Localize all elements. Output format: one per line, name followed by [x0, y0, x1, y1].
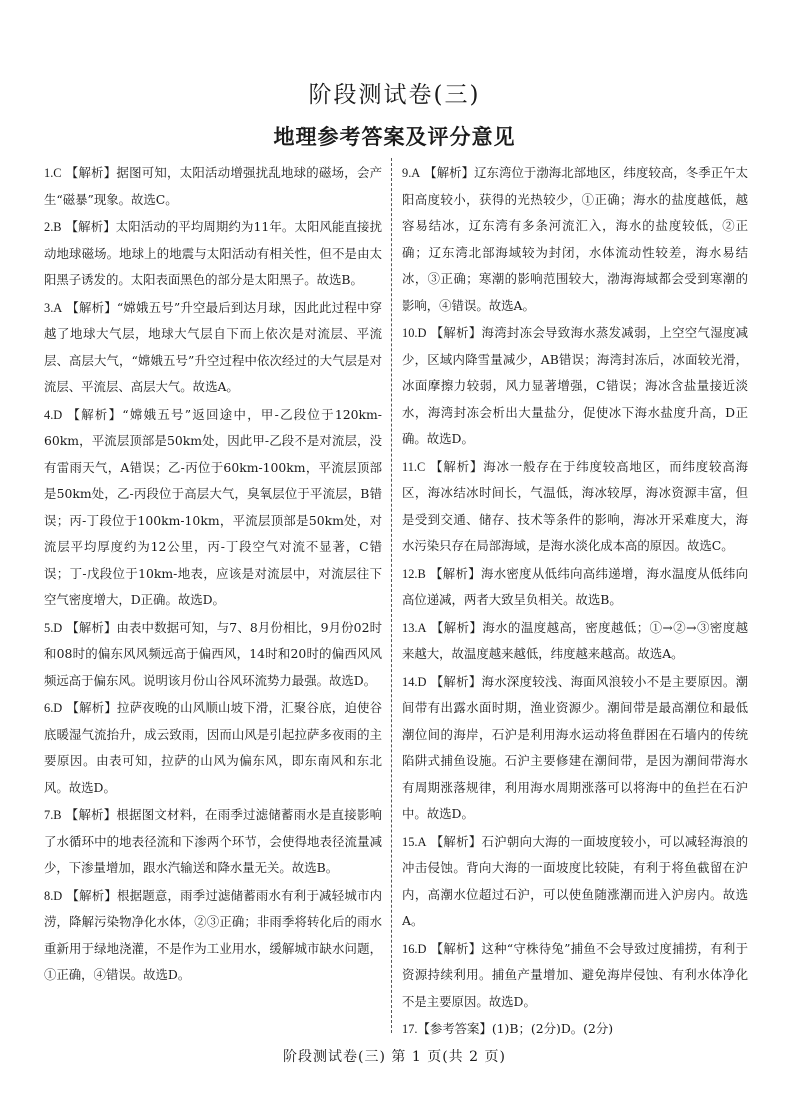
answer-text: 【解析】根据图文材料，在雨季过滤储蓄雨水是直接影响了水循环中的地表径流和下渗两个环节，会使得地表径流量减少，下渗量增加，跟水汽输送和降水量无关。故选B。 [44, 807, 382, 875]
answer-item [44, 615, 382, 695]
answer-number: 17. [402, 1022, 418, 1036]
answer-text: 【解析】这种“守株待兔”捕鱼不会导致过度捕捞，有利于资源持续利用。捕鱼产量增加、避免海岸侵蚀、有利水体净化不是主要原因。故选D。 [402, 940, 748, 1009]
answer-number: 4.D [44, 407, 63, 422]
answer-text: 【解析】海水密度从低纬向高纬递增，海水温度从低纬向高位递减，两者大致呈负相关。故选B。 [402, 565, 748, 607]
answer-number: 8.D [44, 888, 63, 903]
answer-number: 11.C [402, 459, 426, 474]
answer-item [402, 454, 748, 560]
answer-number: 10.D [402, 326, 427, 340]
answer-text: 【解析】由表中数据可知，与7、8月份相比，9月份02时和08时的偏东风风频远高于偏西风，14时和20时的偏西风风频远高于偏东风。说明该月份山谷风环流势力最强。故选D。 [44, 619, 382, 688]
column-divider [391, 158, 392, 1033]
answer-number: 13.A [402, 620, 427, 635]
answer-number: 15.A [402, 834, 427, 849]
answer-item [44, 695, 382, 801]
answer-text: 【解析】根据题意，雨季过滤储蓄雨水有利于减轻城市内涝，降解污染物净化水体，②③正确；非雨季将转化后的雨水重新用于绿地浇灌，不是作为工业用水，缓解城市缺水问题，①正确，④错误。故选D。 [44, 887, 382, 982]
answer-number: 6.D [44, 701, 63, 715]
answer-text: 【解析】海水的温度越高，密度越低；①→②→③密度越来越大，故温度越来越低，纬度越来越高。故选A。 [402, 619, 748, 661]
answer-text: 【解析】拉萨夜晚的山风顺山坡下滑，汇聚谷底，迫使谷底暖湿气流抬升，成云致雨，因而山风是引起拉萨多夜雨的主要原因。由表可知，拉萨的山风为偏东风，即东南风和东北风。故选D。 [44, 700, 382, 795]
answer-text: 【解析】海水深度较浅、海面风浪较小不是主要原因。潮间带有出露水面时期，渔业资源少。潮间带是最高潮位和最低潮位间的海岸，石沪是利用海水运动将鱼群困在石墙内的传统陷阱式捕鱼设施。石沪主要修建在潮间带，是因为潮间带海水有周期涨落规律，利用海水周期涨落可以将海中的鱼拦在石沪中。故选D。 [402, 673, 748, 821]
left-column [44, 160, 382, 1040]
answer-number: 16.D [402, 941, 427, 956]
answer-item [44, 402, 382, 614]
right-column [402, 160, 748, 1040]
answer-item [44, 883, 382, 989]
answer-item [402, 561, 748, 614]
answer-item [44, 214, 382, 294]
page-footer: 阶段测试卷(三) 第 1 页(共 2 页) [283, 1049, 506, 1065]
page-title: 阶段测试卷(三) [308, 82, 481, 108]
answer-item [402, 936, 748, 1016]
answer-text: 【解析】太阳活动的平均周期约为11年。太阳风能直接扰动地球磁场。地球上的地震与太阳活动有相关性，但不是由太阳黑子诱发的。太阳表面黑色的部分是太阳黑子。故选B。 [44, 219, 382, 287]
page-subtitle: 地理参考答案及评分意见 [273, 125, 516, 149]
answer-number: 14.D [402, 674, 427, 689]
answer-text: 【解析】海冰一般存在于纬度较高地区，而纬度较高海区，海冰结冰时间长，气温低，海冰较厚，海冰资源丰富，但是受到交通、储存、技术等条件的影响，海冰开采难度大，海水污染只存在局部海域，是海水淡化成本高的原因。故选C。 [402, 458, 748, 553]
answer-number: 12.B [402, 566, 426, 581]
answer-item [44, 160, 382, 213]
answer-number: 1.C [44, 166, 62, 180]
answer-text: 【解析】海湾封冻会导致海水蒸发减弱，上空空气湿度减少，区域内降雪量减少，AB错误；海湾封冻后，冰面较光滑，冰面摩擦力较弱，风力显著增强，C错误；海冰含盐量接近淡水，海湾封冻会析出大量盐分，促使冰下海水盐度升高，D正确。故选D。 [402, 325, 748, 446]
answer-number: 2.B [44, 220, 62, 234]
answer-item [402, 320, 748, 453]
answer-text: 【解析】石沪朝向大海的一面坡度较小，可以减轻海浪的冲击侵蚀。背向大海的一面坡度比较陡，有利于将鱼截留在沪内，高潮水位超过石沪，可以使鱼随涨潮而进入沪房内。故选A。 [402, 833, 748, 928]
answer-item [402, 615, 748, 668]
answer-text: 【解析】辽东湾位于渤海北部地区，纬度较高，冬季正午太阳高度较小，获得的光热较少，①正确；海水的盐度越低，越容易结冰，辽东湾有多条河流汇入，海水的盐度较低，②正确；辽东湾北部海域较为封闭，水体流动性较差，海水易结冰，③正确；寒潮的影响范围较大，渤海海域都会受到寒潮的影响，④错误。故选A。 [402, 165, 748, 313]
answer-item [44, 295, 382, 401]
answer-item [44, 802, 382, 882]
answer-text: 【解析】“嫦娥五号”返回途中，甲-乙段位于120km-60km，平流层顶部是50km处，因此甲-乙段不是对流层，没有雷雨天气，A错误；乙-丙位于60km-100km，平流层顶部是50km处，乙-丙段位于高层大气，臭氧层位于平流层，B错误；丙-丁段位于100km-10km，平流层顶部是50km处，对流层平均厚度约为12公里，丙-丁段空气对流不显著，C错误；丁-戊段位于10km-地表，应该是对流层中，对流层往下空气密度增大，D正确。故选D。 [44, 406, 382, 607]
answer-text: 【解析】“嫦娥五号”升空最后到达月球，因此此过程中穿越了地球大气层，地球大气层自下而上依次是对流层、平流层、高层大气，“嫦娥五号”升空过程中依次经过的大气层是对流层、平流层、高层大气。故选A。 [44, 299, 382, 394]
answer-item [402, 669, 748, 828]
answer-number: 5.D [44, 620, 63, 635]
answer-text: 【解析】据图可知，太阳活动增强扰乱地球的磁场，会产生“磁暴”现象。故选C。 [44, 165, 382, 207]
answer-number: 9.A [402, 166, 421, 180]
answer-item [402, 829, 748, 935]
answer-text: 【参考答案】(1)B；(2分)D。(2分) [417, 1021, 614, 1036]
answer-number: 7.B [44, 808, 62, 822]
answer-item [402, 160, 748, 319]
answer-number: 3.A [44, 300, 63, 315]
answer-item [402, 1016, 748, 1040]
